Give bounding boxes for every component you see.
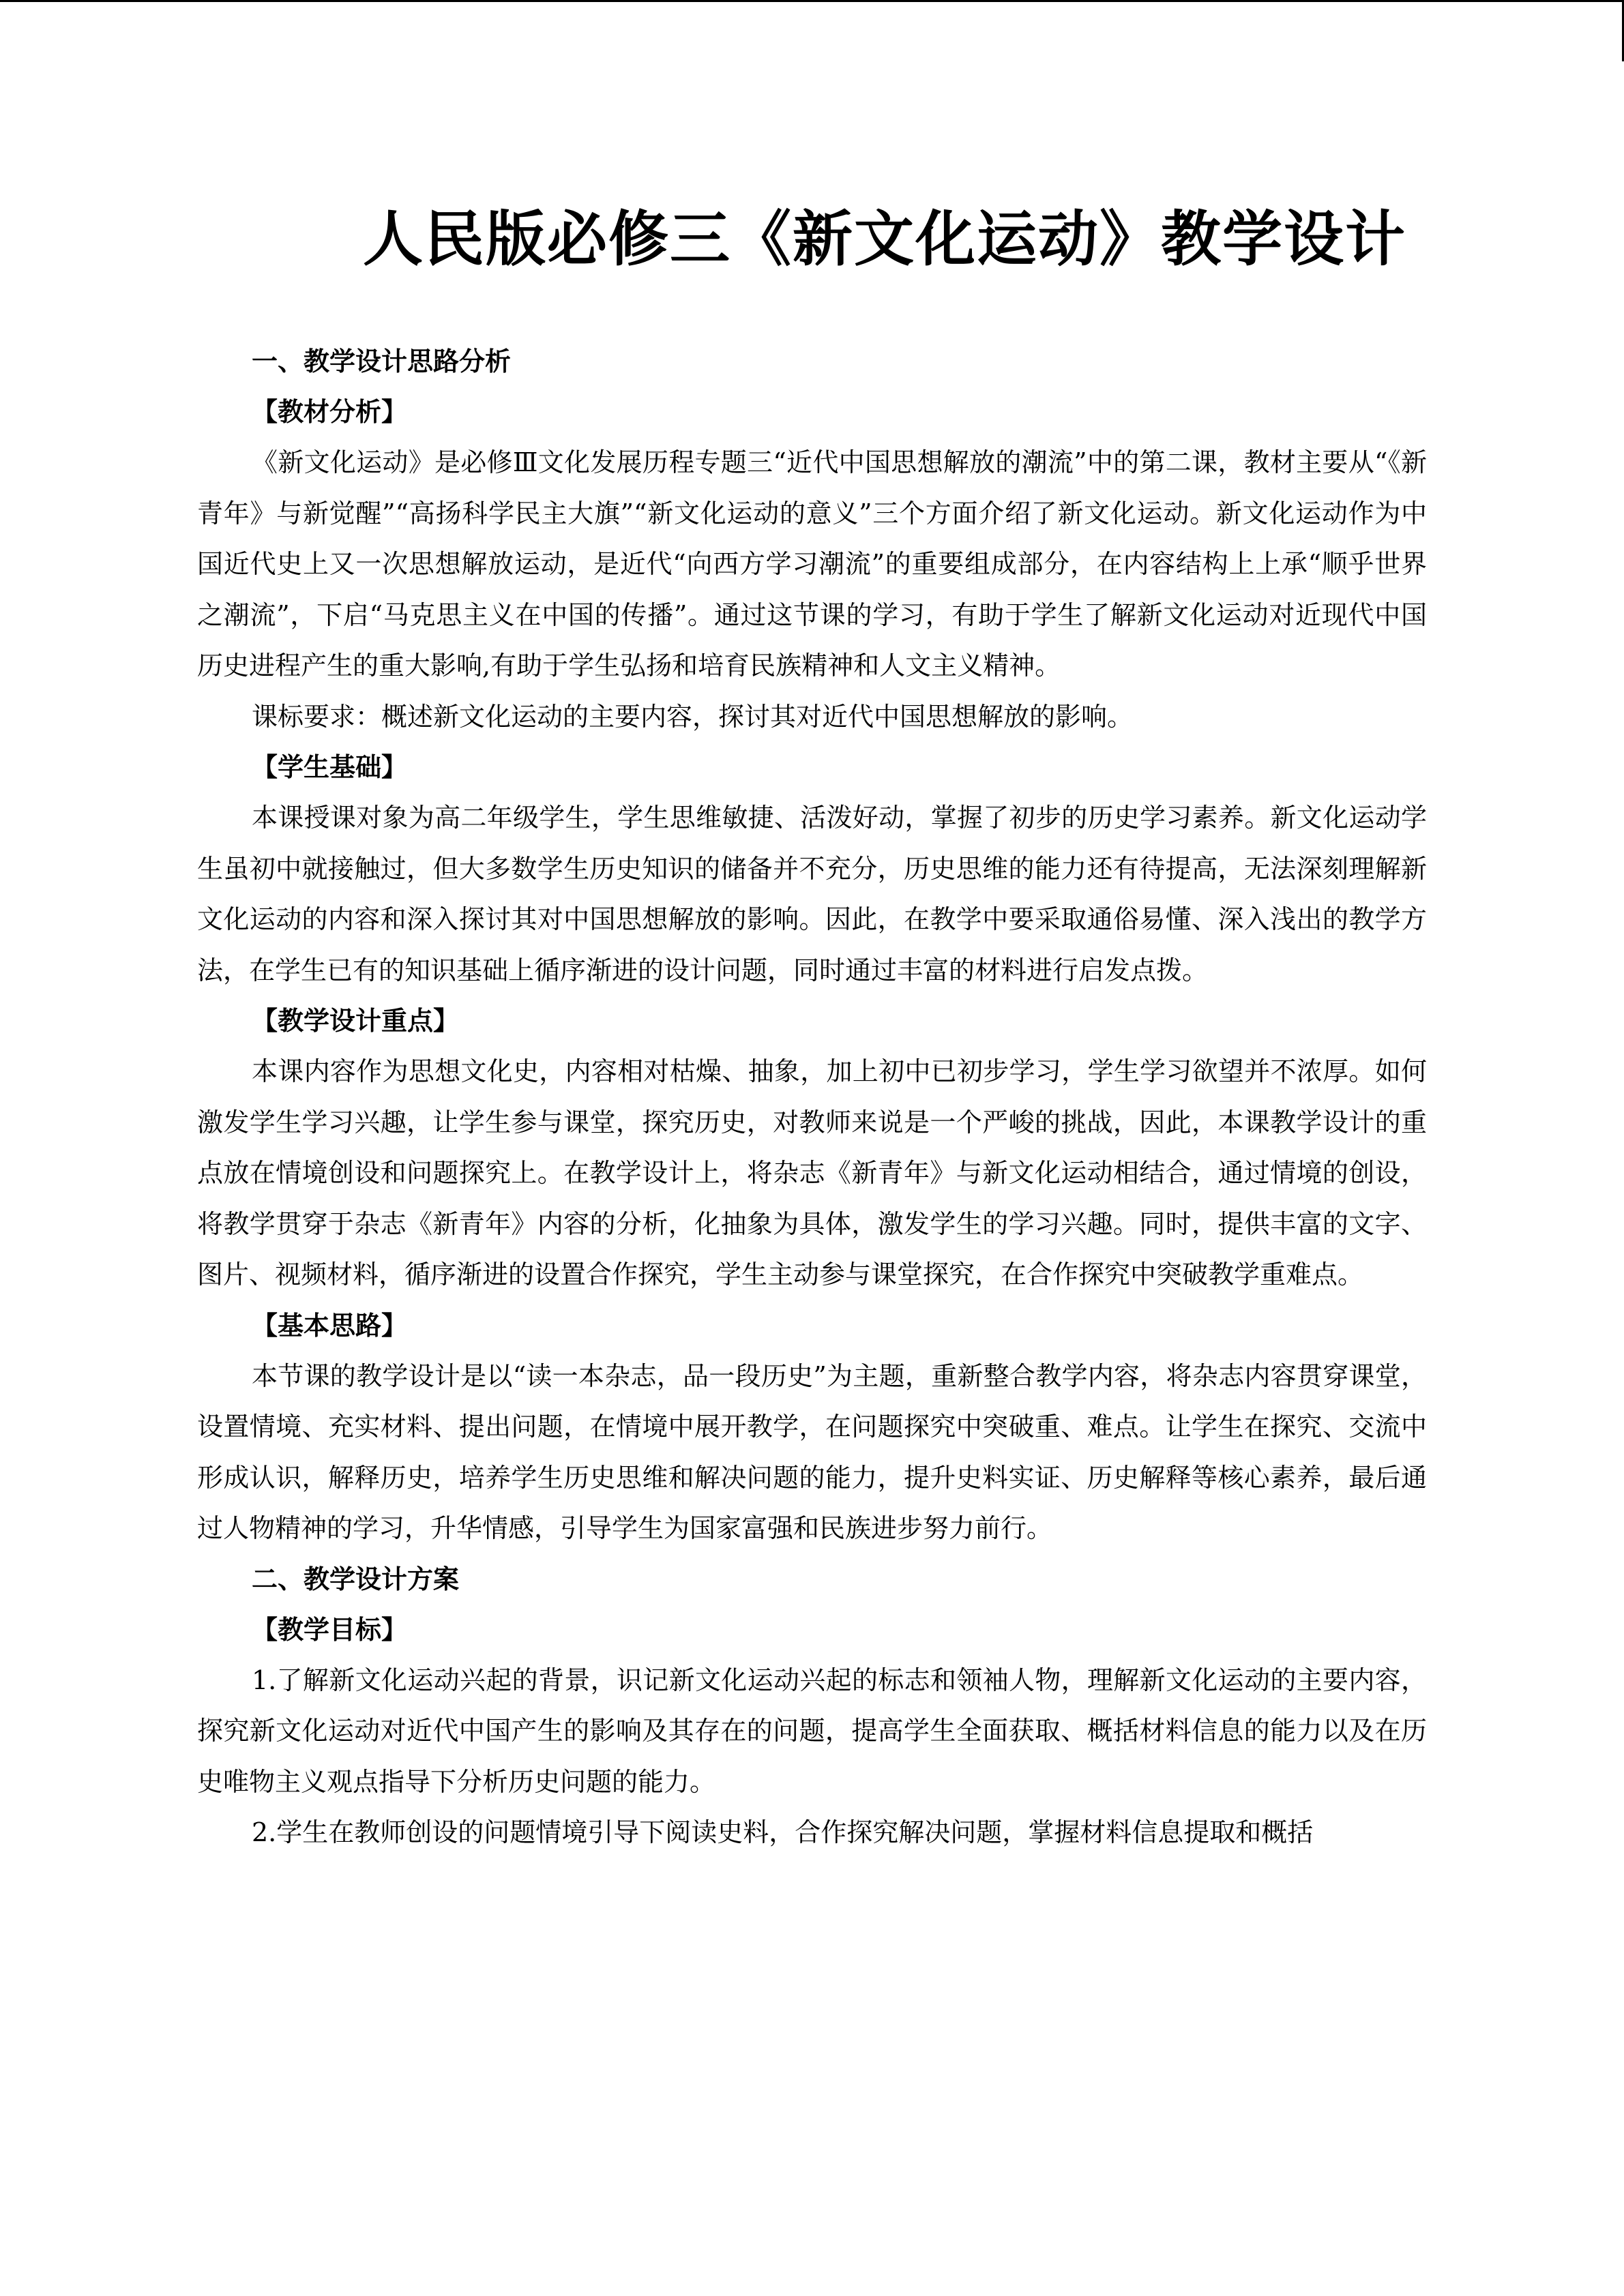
- subheading-textbook-analysis: 【教材分析】: [252, 396, 408, 427]
- subheading-student-basis: 【学生基础】: [252, 751, 408, 782]
- document-body: [197, 336, 1427, 1858]
- section-heading-plan: 二、教学设计方案: [252, 1563, 460, 1594]
- page-top-border: [0, 0, 1624, 2]
- paragraph-goal-1: 1.了解新文化运动兴起的背景，识记新文化运动兴起的标志和领袖人物，理解新文化运动的主要内容，探究新文化运动对近代中国产生的影响及其存在的问题，提高学生全面获取、概括材料信息的能力以及在历史唯物主义观点指导下分析历史问题的能力。: [197, 1665, 1427, 1797]
- subheading-design-focus: 【教学设计重点】: [252, 1005, 460, 1036]
- subheading-basic-approach: 【基本思路】: [252, 1309, 408, 1341]
- paragraph-design-focus: 本课内容作为思想文化史，内容相对枯燥、抽象，加上初中已初步学习，学生学习欲望并不浓厚。如何激发学生学习兴趣，让学生参与课堂，探究历史，对教师来说是一个严峻的挑战，因此，本课教学设计的重点放在情境创设和问题探究上。在教学设计上，将杂志《新青年》与新文化运动相结合，通过情境的创设，将教学贯穿于杂志《新青年》内容的分析，化抽象为具体，激发学生的学习兴趣。同时，提供丰富的文字、图片、视频材料，循序渐进的设置合作探究，学生主动参与课堂探究，在合作探究中突破教学重难点。: [197, 1056, 1427, 1289]
- paragraph-basic-approach: 本节课的教学设计是以“读一本杂志，品一段历史”为主题，重新整合教学内容，将杂志内容贯穿课堂，设置情境、充实材料、提出问题，在情境中展开教学，在问题探究中突破重、难点。让学生在探究、交流中形成认识，解释历史，培养学生历史思维和解决问题的能力，提升史料实证、历史解释等核心素养，最后通过人物精神的学习，升华情感，引导学生为国家富强和民族进步努力前行。: [197, 1360, 1427, 1543]
- paragraph-goal-2: 2.学生在教师创设的问题情境引导下阅读史料，合作探究解决问题，掌握材料信息提取和概括: [252, 1817, 1314, 1847]
- paragraph-curriculum-requirement: 课标要求：概述新文化运动的主要内容，探讨其对近代中国思想解放的影响。: [252, 701, 1134, 732]
- section-heading-analysis: 一、教学设计思路分析: [252, 346, 512, 376]
- paragraph-student-basis: 本课授课对象为高二年级学生，学生思维敏捷、活泼好动，掌握了初步的历史学习素养。新文化运动学生虽初中就接触过，但大多数学生历史知识的储备并不充分，历史思维的能力还有待提高，无法深刻理解新文化运动的内容和深入探讨其对中国思想解放的影响。因此，在教学中要采取通俗易懂、深入浅出的教学方法，在学生已有的知识基础上循序渐进的设计问题，同时通过丰富的材料进行启发点拨。: [197, 803, 1427, 985]
- document-title: 人民版必修三《新文化运动》教学设计: [363, 203, 1407, 274]
- subheading-teaching-goals: 【教学目标】: [252, 1613, 408, 1645]
- paragraph-textbook-analysis: 《新文化运动》是必修Ⅲ文化发展历程专题三“近代中国思想解放的潮流”中的第二课，教材主要从“《新青年》与新觉醒”“高扬科学民主大旗”“新文化运动的意义”三个方面介绍了新文化运动。新文化运动作为中国近代史上又一次思想解放运动，是近代“向西方学习潮流”的重要组成部分，在内容结构上上承“顺乎世界之潮流”，下启“马克思主义在中国的传播”。通过这节课的学习，有助于学生了解新文化运动对近现代中国历史进程产生的重大影响,有助于学生弘扬和培育民族精神和人文主义精神。: [197, 447, 1427, 681]
